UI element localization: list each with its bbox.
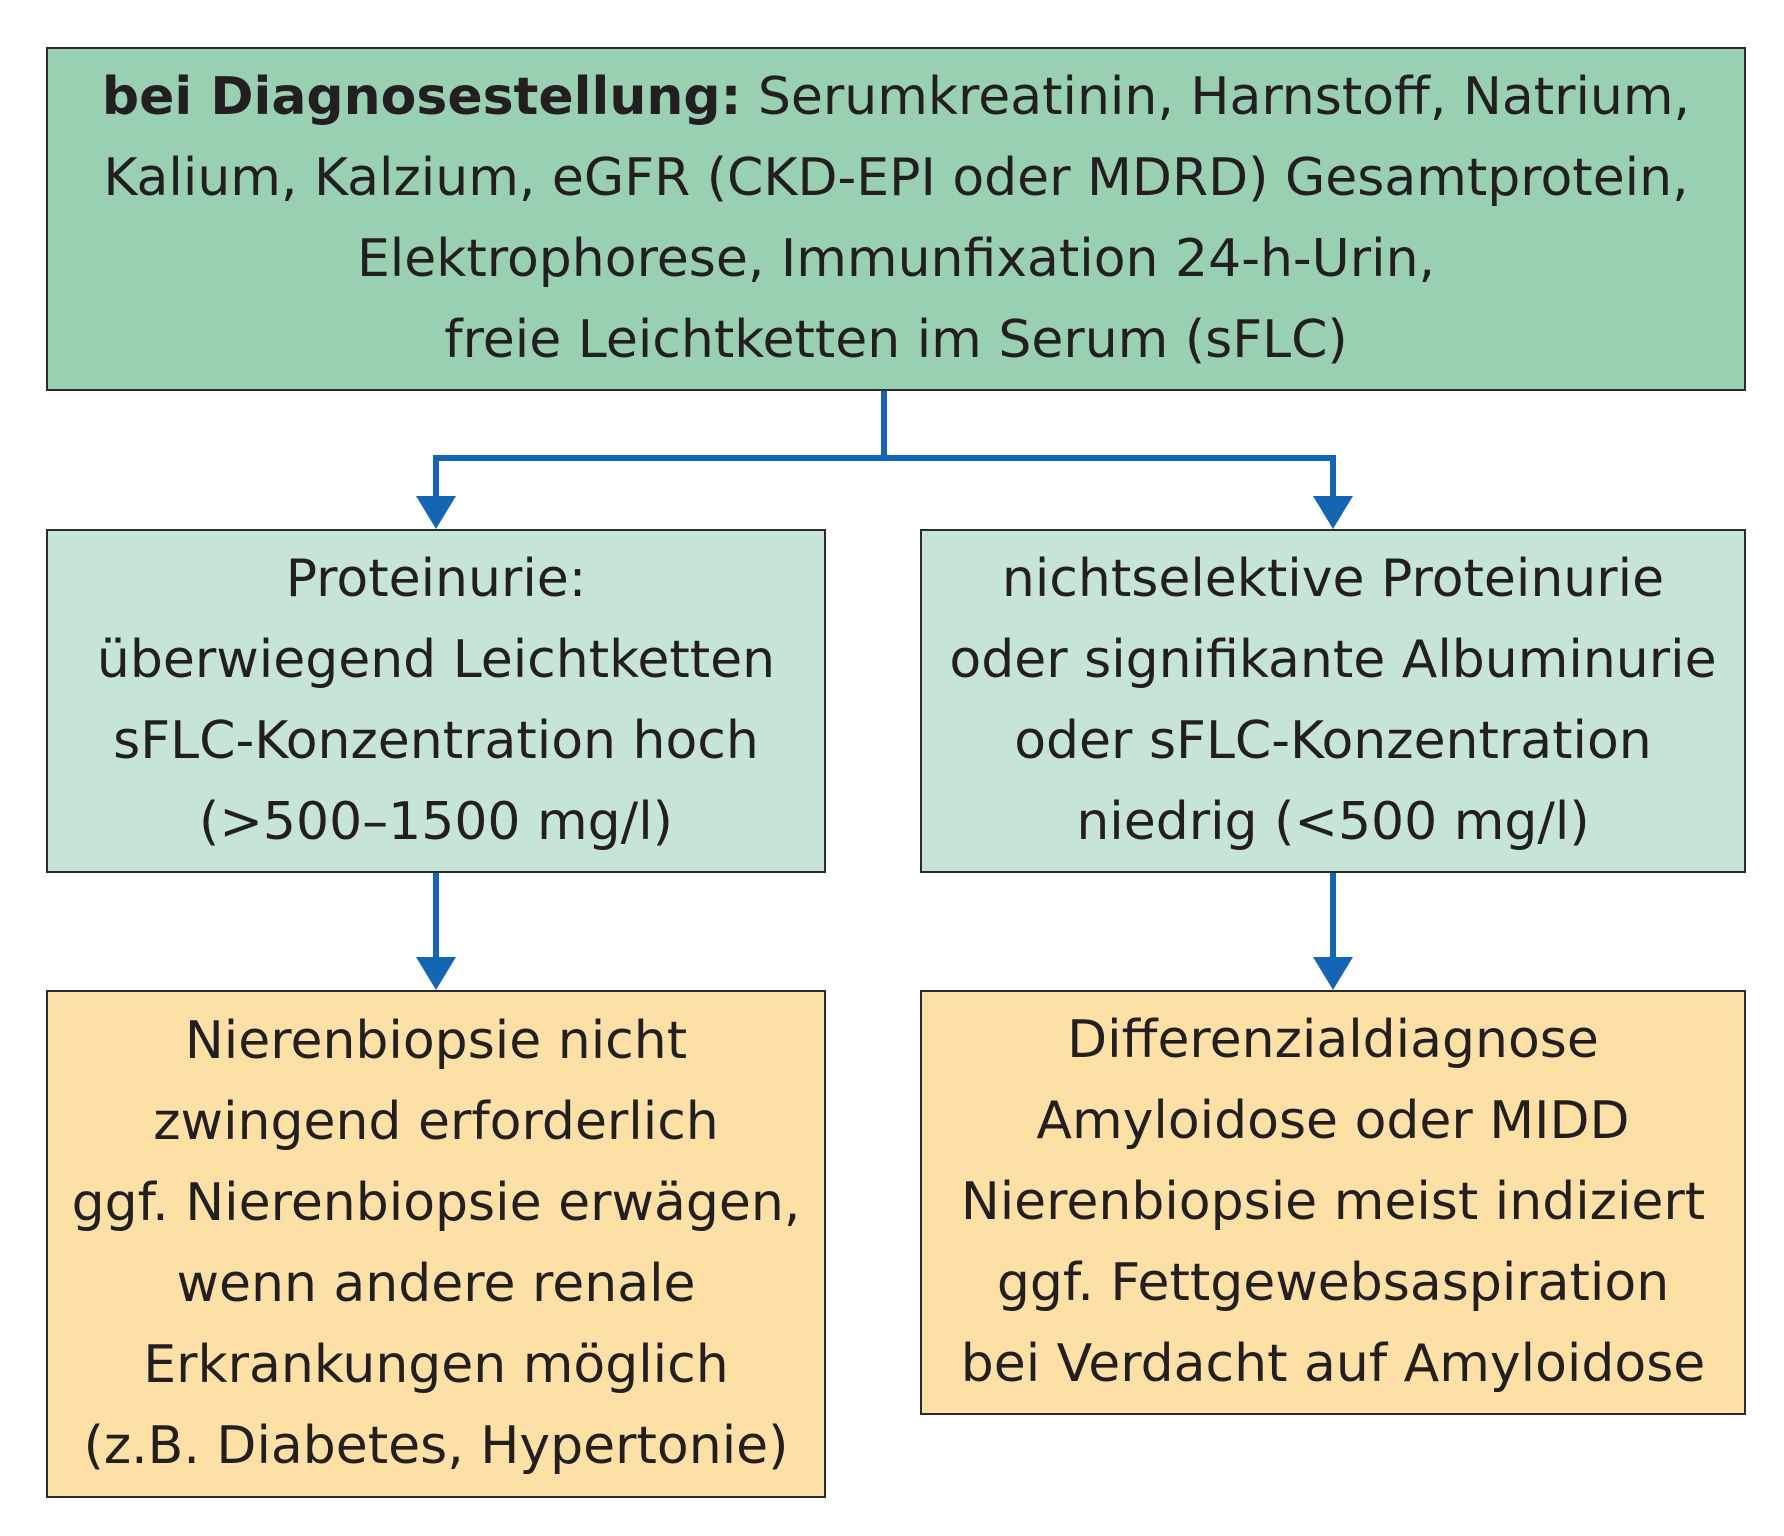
arrowhead-right-bottom xyxy=(1313,957,1353,990)
bottom-left-line-5: Erkrankungen möglich xyxy=(143,1335,729,1395)
arrowhead-left-bottom xyxy=(416,957,456,990)
mid-right-line-3: oder sFLC-Konzentration xyxy=(1014,711,1652,771)
mid-left-line-1: Proteinurie: xyxy=(285,549,587,609)
mid-left-line-4: (>500–1500 mg/l) xyxy=(199,792,673,852)
bottom-left-line-3: ggf. Nierenbiopsie erwägen, xyxy=(71,1173,801,1233)
bottom-right-line-2: Amyloidose oder MIDD xyxy=(1036,1091,1630,1151)
arrowhead-left-mid xyxy=(416,496,456,529)
diagnosis-line-3: Elektrophorese, Immunfixation 24-h-Urin, xyxy=(356,229,1436,289)
bottom-left-line-2: zwingend erforderlich xyxy=(153,1092,719,1152)
mid-right-line-4: niedrig (<500 mg/l) xyxy=(1076,792,1590,852)
connector-split-to-right xyxy=(884,458,1333,500)
diagnosis-line-1 xyxy=(102,57,1690,138)
diagnosis-box xyxy=(46,47,1746,391)
differential-diagnosis-box xyxy=(920,990,1746,1415)
mid-left-line-3: sFLC-Konzentration hoch xyxy=(113,711,759,771)
bottom-right-line-1: Differenzialdiagnose xyxy=(1067,1010,1599,1070)
nonselective-proteinuria-box xyxy=(920,529,1746,873)
mid-left-line-2: überwiegend Leichtketten xyxy=(96,630,776,690)
biopsy-not-required-box xyxy=(46,990,826,1498)
bottom-left-line-4: wenn andere renale xyxy=(176,1254,696,1314)
diagnosis-line-1-text: Serumkreatinin, Harnstoff, Natrium, xyxy=(741,67,1691,127)
bottom-right-line-4: ggf. Fettgewebsaspiration xyxy=(996,1253,1670,1313)
light-chain-proteinuria-box xyxy=(46,529,826,873)
diagnosis-line-2: Kalium, Kalzium, eGFR (CKD-EPI oder MDRD) Gesamtprotein, xyxy=(103,148,1689,208)
diagnosis-lead: bei Diagnosestellung: xyxy=(101,67,742,127)
diagnosis-line-4: freie Leichtketten im Serum (sFLC) xyxy=(444,310,1348,370)
bottom-right-line-5: bei Verdacht auf Amyloidose xyxy=(960,1334,1706,1394)
connector-split-to-left xyxy=(436,458,884,500)
mid-right-line-1: nichtselektive Proteinurie xyxy=(1001,549,1665,609)
arrowhead-right-mid xyxy=(1313,496,1353,529)
bottom-right-line-3: Nierenbiopsie meist indiziert xyxy=(960,1172,1706,1232)
mid-right-line-2: oder signifikante Albuminurie xyxy=(949,630,1717,690)
bottom-left-line-6: (z.B. Diabetes, Hypertonie) xyxy=(83,1416,789,1476)
bottom-left-line-1: Nierenbiopsie nicht xyxy=(184,1011,688,1071)
